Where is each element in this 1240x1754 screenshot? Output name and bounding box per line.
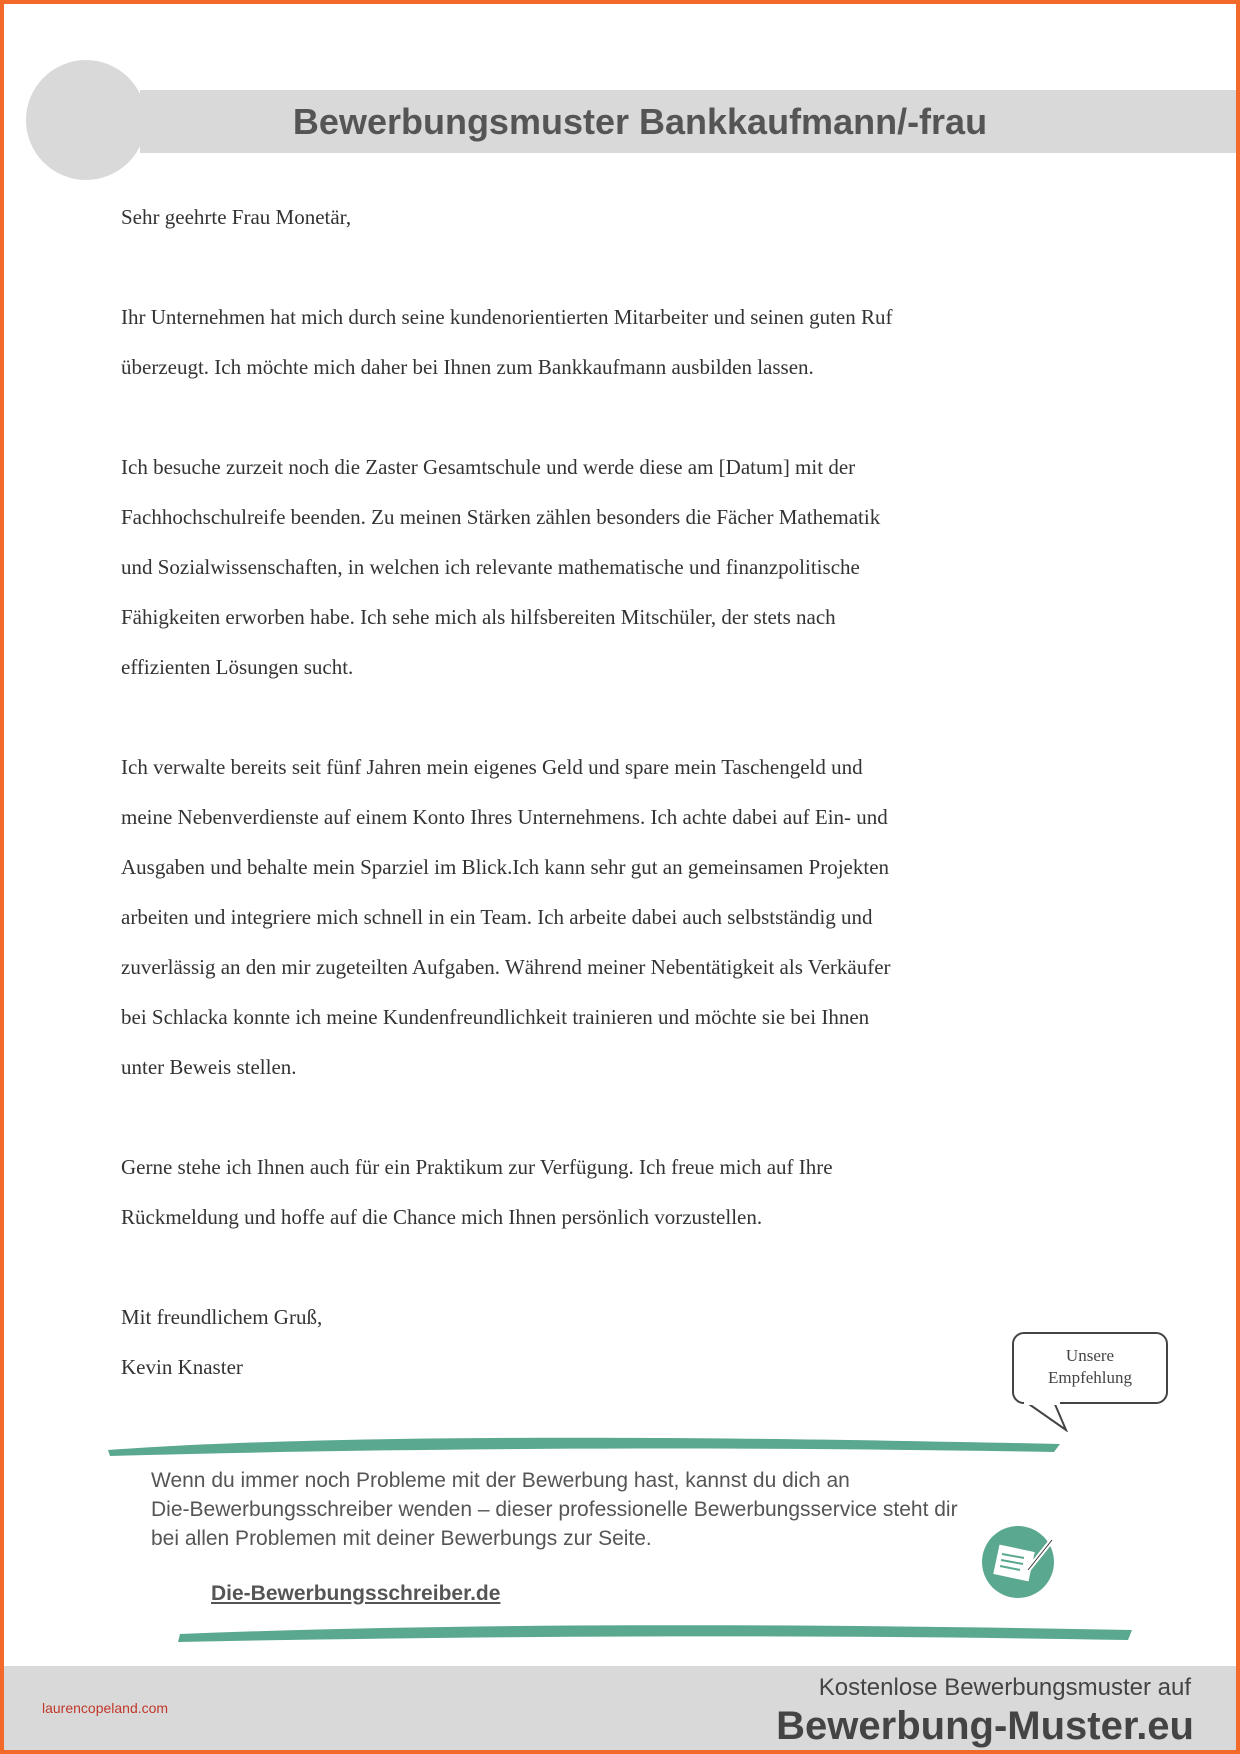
- letter-line: Gerne stehe ich Ihnen auch für ein Praktikum zur Verfügung. Ich freue mich auf Ihre: [121, 1155, 833, 1179]
- letter-salutation: Sehr geehrte Frau Monetär,: [121, 205, 352, 229]
- promo-line: Die-Bewerbungsschreiber wenden – dieser professionelle Bewerbungsservice steht dir: [151, 1498, 958, 1521]
- footer-site[interactable]: Bewerbung-Muster.eu: [776, 1704, 1194, 1748]
- letter-paragraph-4: [121, 1142, 1121, 1242]
- letter-line: überzeugt. Ich möchte mich daher bei Ihnen zum Bankkaufmann ausbilden lassen.: [121, 355, 814, 379]
- letter-line: meine Nebenverdienste auf einem Konto Ihres Unternehmens. Ich achte dabei auf Ein- und: [121, 805, 888, 829]
- promo-line: Wenn du immer noch Probleme mit der Bewerbung hast, kannst du dich an: [151, 1469, 850, 1492]
- bubble-line-1: Unsere: [1065, 1346, 1115, 1365]
- recommendation-text: [151, 1466, 1111, 1553]
- footer-tagline: Kostenlose Bewerbungsmuster auf: [818, 1674, 1191, 1701]
- letter-line: Rückmeldung und hoffe auf die Chance mich Ihnen persönlich vorzustellen.: [121, 1205, 763, 1229]
- bubble-tail: [1024, 1402, 1084, 1432]
- watermark: laurencopeland.com: [42, 1700, 169, 1716]
- promo-line: bei allen Problemen mit deiner Bewerbungs zur Seite.: [151, 1527, 652, 1550]
- bewerbungsschreiber-link[interactable]: Die-Bewerbungsschreiber.de: [211, 1582, 501, 1605]
- letter-line: und Sozialwissenschaften, in welchen ich relevante mathematische und finanzpolitische: [121, 555, 860, 579]
- recommendation-bubble: [1012, 1332, 1168, 1404]
- letter-paragraph-1: [121, 292, 1121, 392]
- letter-line: Fachhochschulreife beenden. Zu meinen Stärken zählen besonders die Fächer Mathematik: [121, 505, 881, 529]
- letter-line: arbeiten und integriere mich schnell in ein Team. Ich arbeite dabei auch selbstständig und: [121, 905, 873, 929]
- brush-stroke-bottom: [176, 1620, 1136, 1644]
- letter-line: effizienten Lösungen sucht.: [121, 655, 354, 679]
- bubble-line-2: Empfehlung: [1047, 1368, 1133, 1387]
- letter-line: Ihr Unternehmen hat mich durch seine kundenorientierten Mitarbeiter und seinen guten Ruf: [121, 305, 893, 329]
- decorative-circle: [26, 60, 146, 180]
- letter-paragraph-3: [121, 742, 1121, 1092]
- brush-stroke-top: [104, 1432, 1064, 1458]
- letter-line: unter Beweis stellen.: [121, 1055, 297, 1079]
- letter-line: Fähigkeiten erworben habe. Ich sehe mich als hilfsbereiten Mitschüler, der stets nach: [121, 605, 836, 629]
- letter-line: Ich besuche zurzeit noch die Zaster Gesamtschule und werde diese am [Datum] mit der: [121, 455, 856, 479]
- letter-line: bei Schlacka konnte ich meine Kundenfreundlichkeit trainieren und möchte sie bei Ihnen: [121, 1005, 870, 1029]
- letter-closing: Mit freundlichem Gruß,: [121, 1305, 323, 1329]
- letter-body: [121, 192, 1121, 1392]
- letter-line: zuverlässig an den mir zugeteilten Aufgaben. Während meiner Nebentätigkeit als Verkäufer: [121, 955, 891, 979]
- document-pen-icon: [978, 1520, 1060, 1602]
- letter-paragraph-2: [121, 442, 1121, 692]
- letter-signature: Kevin Knaster: [121, 1355, 243, 1379]
- page-title: Bewerbungsmuster Bankkaufmann/-frau: [292, 101, 988, 142]
- letter-line: Ausgaben und behalte mein Sparziel im Blick.Ich kann sehr gut an gemeinsamen Projekten: [121, 855, 890, 879]
- letter-line: Ich verwalte bereits seit fünf Jahren mein eigenes Geld und spare mein Taschengeld und: [121, 755, 863, 779]
